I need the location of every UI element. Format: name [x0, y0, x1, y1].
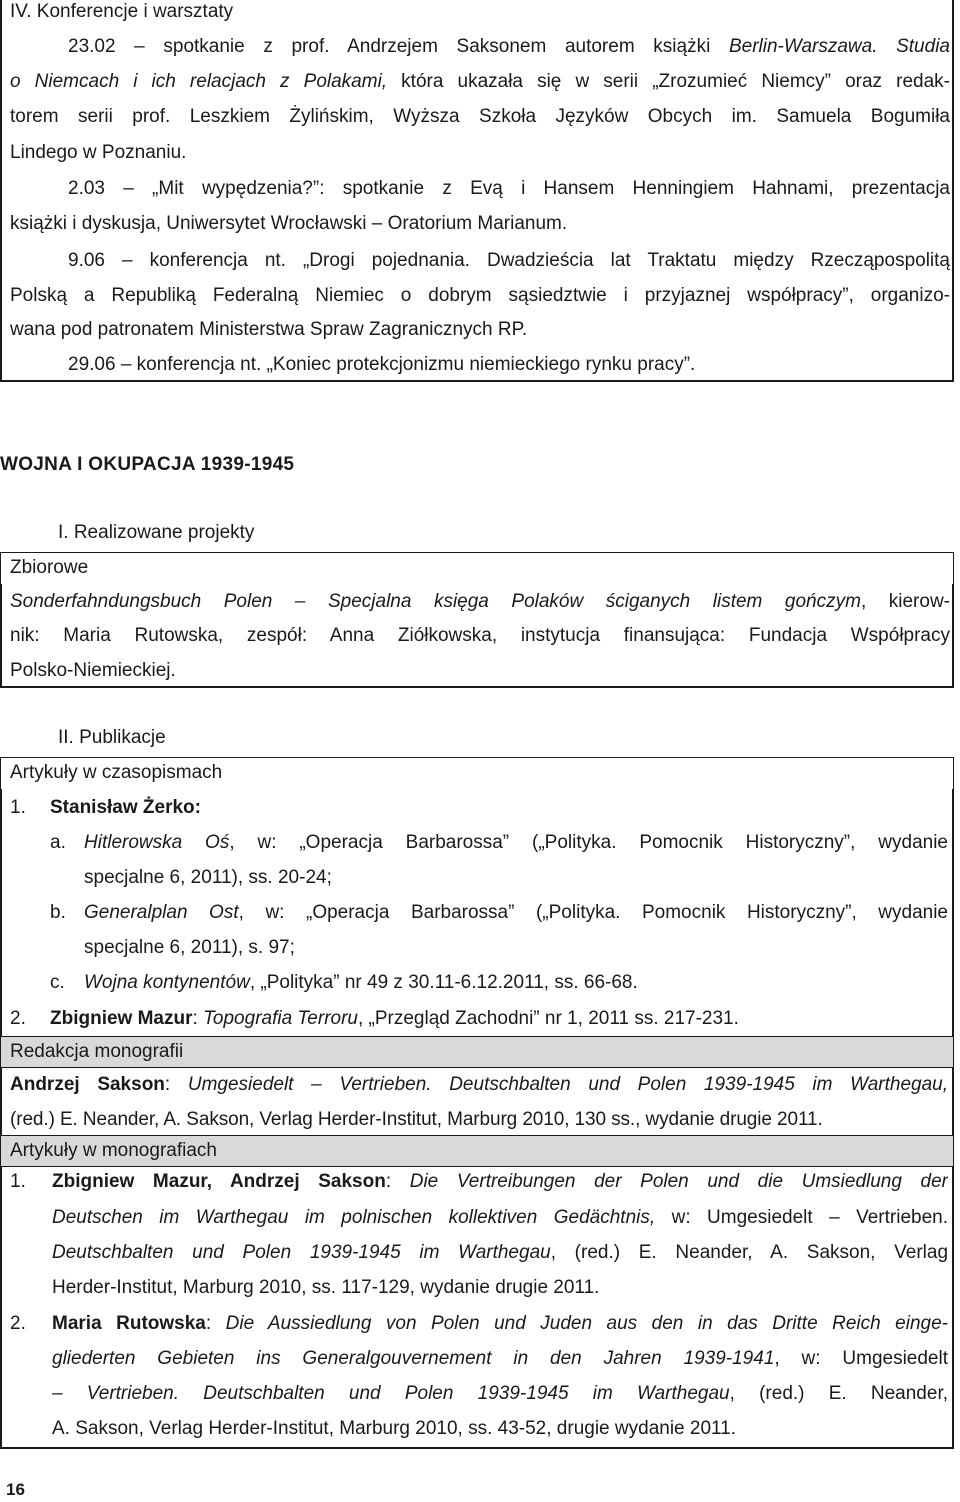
- conference-entry-3-line-1: 9.06 – konferencja nt. „Drogi pojednania. Dwadzieścia lat Traktatu między Rzecząpospolitą: [68, 250, 950, 271]
- item-1c-letter: c.: [50, 972, 65, 993]
- conference-entry-1-line-2: o Niemcach i ich relacjach z Polakami, która ukazała się w serii „Zrozumieć Niemcy” oraz redak-: [10, 71, 950, 92]
- conference-entry-3-line-2: Polską a Republiką Federalną Niemiec o dobrym sąsiedztwie i przyjaznej współpracy”, organizo-: [10, 285, 950, 306]
- item-2-number: 2.: [10, 1008, 26, 1029]
- collective-label: Zbiorowe: [0, 552, 954, 584]
- conference-entry-1-line-3: torem serii prof. Leszkiem Żylińskim, Wyższa Szkoła Języków Obcych im. Samuela Bogumiła: [10, 106, 950, 127]
- project-line-2: nik: Maria Rutowska, zespół: Anna Ziółkowska, instytucja finansująca: Fundacja Współpracy: [10, 625, 950, 646]
- conference-entry-2-line-1: 2.03 – „Mit wypędzenia?”: spotkanie z Evą i Hansem Henningiem Hahnami, prezentacja: [68, 178, 950, 199]
- item-1b-line-1: Generalplan Ost, w: „Operacja Barbarossa” („Polityka. Pomocnik Historyczny”, wydanie: [84, 902, 948, 923]
- publications-box: [0, 789, 954, 1449]
- conferences-box: [0, 0, 954, 382]
- conference-entry-2-line-2: książki i dyskusja, Uniwersytet Wrocławski – Oratorium Marianum.: [10, 213, 568, 234]
- monograph-2-number: 2.: [10, 1313, 26, 1334]
- articles-label: Artykuły w czasopismach: [0, 757, 954, 789]
- project-line-3: Polsko-Niemieckiej.: [10, 660, 176, 681]
- item-1a-line-1: Hitlerowska Oś, w: „Operacja Barbarossa” („Polityka. Pomocnik Historyczny”, wydanie: [84, 832, 948, 853]
- item-1b-letter: b.: [50, 902, 66, 923]
- conference-entry-1-line-1: 23.02 – spotkanie z prof. Andrzejem Saksonem autorem książki Berlin-Warszawa. Studia: [68, 36, 950, 57]
- conference-entry-1-line-4: Lindego w Poznaniu.: [10, 142, 187, 163]
- conferences-title: IV. Konferencje i warsztaty: [10, 1, 234, 22]
- monograph-2-line-3: – Vertrieben. Deutschbalten und Polen 1939-1945 im Warthegau, (red.) E. Neander,: [52, 1383, 948, 1404]
- editing-line-1: Andrzej Sakson: Umgesiedelt – Vertrieben. Deutschbalten und Polen 1939-1945 im Warthegau,: [10, 1074, 948, 1095]
- monograph-1-line-1: Zbigniew Mazur, Andrzej Sakson: Die Vertreibungen der Polen und die Umsiedlung der: [52, 1171, 948, 1192]
- monograph-1-line-3: Deutschbalten und Polen 1939-1945 im Warthegau, (red.) E. Neander, A. Sakson, Verlag: [52, 1242, 948, 1263]
- monograph-1-line-2: Deutschen im Warthegau im polnischen kollektiven Gedächtnis, w: Umgesiedelt – Vertrieben.: [52, 1207, 948, 1228]
- item-2-line: Zbigniew Mazur: Topografia Terroru, „Przegląd Zachodni” nr 1, 2011 ss. 217-231.: [50, 1008, 739, 1029]
- monograph-2-line-4: A. Sakson, Verlag Herder-Institut, Marburg 2010, ss. 43-52, drugie wydanie 2011.: [52, 1418, 737, 1439]
- item-1-number: 1.: [10, 797, 26, 818]
- project-box: [0, 584, 954, 688]
- page-number: 16: [6, 1480, 25, 1499]
- monograph-1-line-4: Herder-Institut, Marburg 2010, ss. 117-129, wydanie drugie 2011.: [52, 1277, 600, 1298]
- publications-title: II. Publikacje: [58, 727, 166, 748]
- conference-entry-3-line-3: wana pod patronatem Ministerstwa Spraw Zagranicznych RP.: [10, 319, 528, 340]
- item-1-author: Stanisław Żerko:: [50, 797, 201, 818]
- editing-line-2: (red.) E. Neander, A. Sakson, Verlag Herder-Institut, Marburg 2010, 130 ss., wydanie drugie 2011.: [10, 1109, 823, 1130]
- editing-label: Redakcja monografii: [0, 1036, 954, 1068]
- conference-entry-4: 29.06 – konferencja nt. „Koniec protekcjonizmu niemieckiego rynku pracy”.: [68, 354, 696, 375]
- monograph-2-line-1: Maria Rutowska: Die Aussiedlung von Polen und Juden aus den in das Dritte Reich einge-: [52, 1313, 948, 1334]
- item-1c-line-1: Wojna kontynentów, „Polityka” nr 49 z 30.11-6.12.2011, ss. 66-68.: [84, 972, 638, 993]
- item-1a-line-2: specjalne 6, 2011), ss. 20-24;: [84, 867, 332, 888]
- monograph-label: Artykuły w monografiach: [0, 1135, 954, 1167]
- section-heading: WOJNA I OKUPACJA 1939-1945: [0, 454, 295, 475]
- monograph-1-number: 1.: [10, 1171, 26, 1192]
- projects-title: I. Realizowane projekty: [58, 522, 255, 543]
- project-line-1: Sonderfahndungsbuch Polen – Specjalna księga Polaków ściganych listem gończym, kierow-: [10, 591, 950, 612]
- item-1b-line-2: specjalne 6, 2011), s. 97;: [84, 937, 295, 958]
- monograph-2-line-2: gliederten Gebieten ins Generalgouvernement in den Jahren 1939-1941, w: Umgesiedelt: [52, 1348, 948, 1369]
- item-1a-letter: a.: [50, 832, 66, 853]
